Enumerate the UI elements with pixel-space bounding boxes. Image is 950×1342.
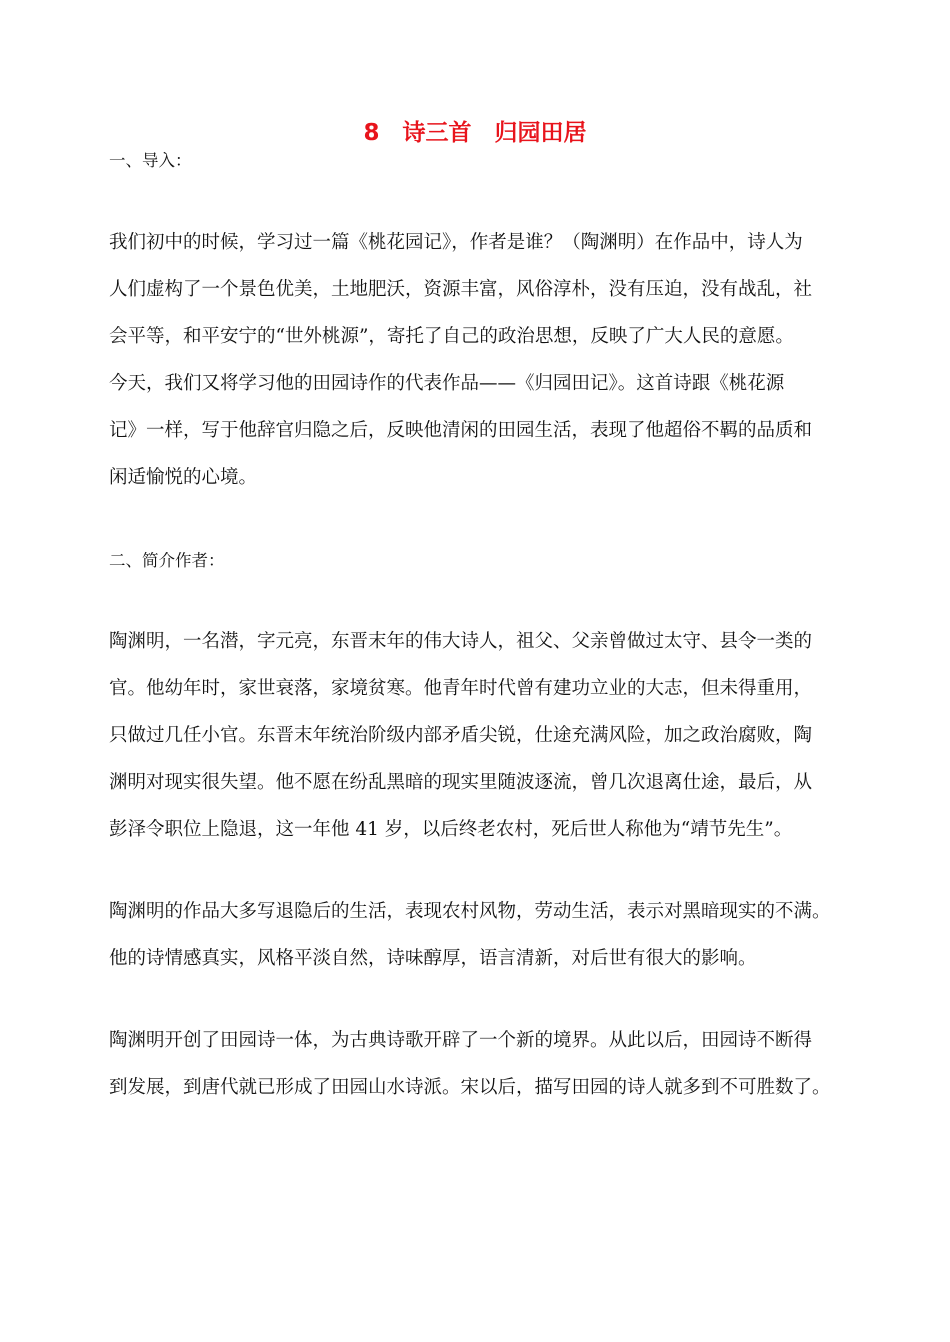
paragraph-line: 人们虚构了一个景色优美，土地肥沃，资源丰富，风俗淳朴，没有压迫，没有战乱，社 xyxy=(109,279,813,300)
paragraph-line: 官。他幼年时，家世衰落，家境贫寒。他青年时代曾有建功立业的大志，但未得重用， xyxy=(109,678,813,699)
paragraph-line: 陶渊明，一名潜，字元亮，东晋末年的伟大诗人，祖父、父亲曾做过太守、县令一类的 xyxy=(109,631,813,652)
paragraph-line: 到发展，到唐代就已形成了田园山水诗派。宋以后，描写田园的诗人就多到不可胜数了。 xyxy=(109,1077,831,1098)
paragraph-line: 我们初中的时候，学习过一篇《桃花园记》，作者是谁？（陶渊明）在作品中，诗人为 xyxy=(109,232,803,253)
section-heading-author: 二、简介作者： xyxy=(109,551,225,570)
paragraph-line: 会平等，和平安宁的“世外桃源”，寄托了自己的政治思想，反映了广大人民的意愿。 xyxy=(109,326,794,347)
paragraph-line: 渊明对现实很失望。他不愿在纷乱黑暗的现实里随波逐流，曾几次退离仕途，最后，从 xyxy=(109,772,813,793)
paragraph-line: 今天，我们又将学习他的田园诗作的代表作品——《归园田记》。这首诗跟《桃花源 xyxy=(109,373,785,394)
paragraph-line: 彭泽令职位上隐退，这一年他 41 岁，以后终老农村，死后世人称他为“靖节先生”。 xyxy=(109,819,793,840)
section-heading-intro: 一、导入： xyxy=(109,151,192,170)
paragraph-line: 陶渊明开创了田园诗一体，为古典诗歌开辟了一个新的境界。从此以后，田园诗不断得 xyxy=(109,1030,813,1051)
page-title: 8 诗三首 归园田居 xyxy=(363,120,587,146)
paragraph-line: 他的诗情感真实，风格平淡自然，诗味醇厚，语言清新，对后世有很大的影响。 xyxy=(109,948,757,969)
paragraph-line: 记》一样，写于他辞官归隐之后，反映他清闲的田园生活，表现了他超俗不羁的品质和 xyxy=(109,420,813,441)
paragraph-line: 陶渊明的作品大多写退隐后的生活，表现农村风物，劳动生活，表示对黑暗现实的不满。 xyxy=(109,901,831,922)
paragraph-line: 只做过几任小官。东晋末年统治阶级内部矛盾尖锐，仕途充满风险，加之政治腐败，陶 xyxy=(109,725,813,746)
paragraph-line: 闲适愉悦的心境。 xyxy=(109,467,258,488)
